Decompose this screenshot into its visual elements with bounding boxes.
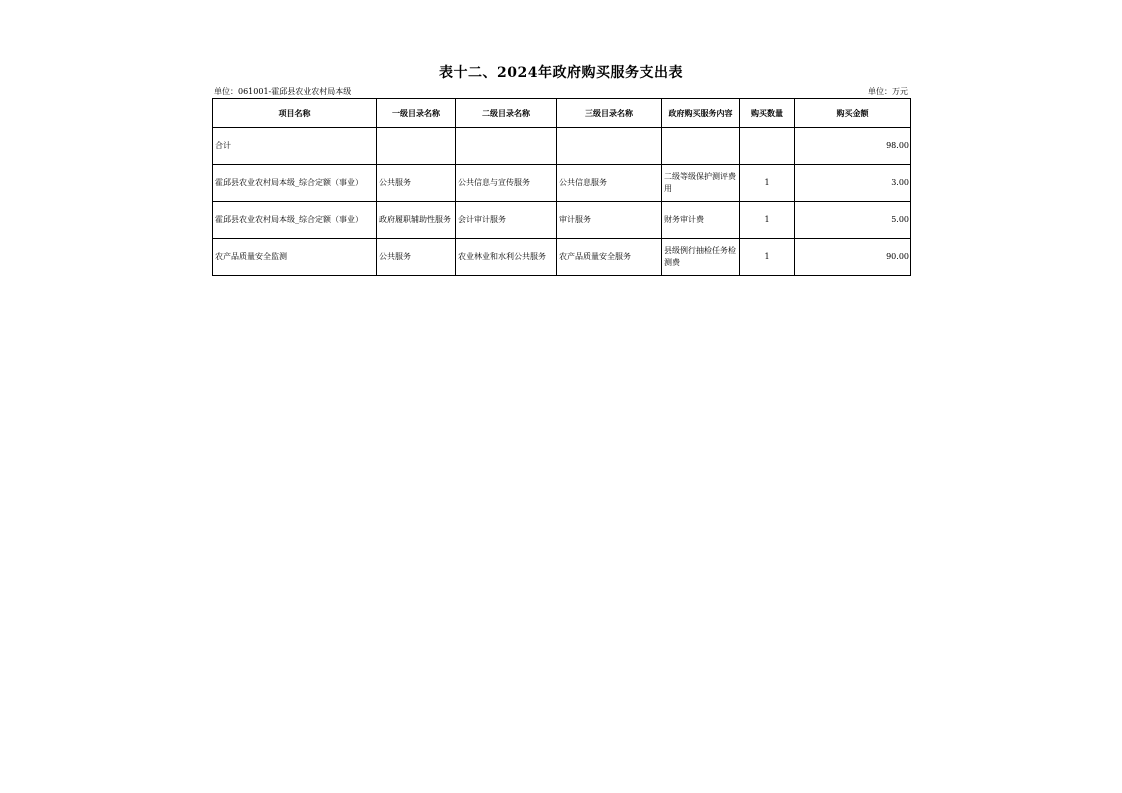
cell-level1-catalog: 公共服务: [377, 165, 456, 202]
cell-quantity: [740, 128, 795, 165]
cell-service-content: 县级例行抽检任务检测费: [662, 239, 740, 276]
cell-quantity: 1: [740, 165, 795, 202]
header-service-content: 政府购买服务内容: [662, 99, 740, 128]
cell-amount: 3.00: [795, 165, 911, 202]
cell-level2-catalog: 公共信息与宣传服务: [456, 165, 557, 202]
cell-level3-catalog: [557, 128, 662, 165]
header-level2-catalog: 二级目录名称: [456, 99, 557, 128]
header-level1-catalog: 一级目录名称: [377, 99, 456, 128]
cell-level2-catalog: [456, 128, 557, 165]
table-row: [213, 165, 911, 202]
cell-project-name: 合计: [213, 128, 377, 165]
cell-service-content: 财务审计费: [662, 202, 740, 239]
cell-service-content: 二级等级保护测评费用: [662, 165, 740, 202]
cell-project-name: 农产品质量安全监测: [213, 239, 377, 276]
cell-level2-catalog: 农业林业和水利公共服务: [456, 239, 557, 276]
cell-level3-catalog: 公共信息服务: [557, 165, 662, 202]
cell-amount: 90.00: [795, 239, 911, 276]
page-title: 表十二、2024年政府购买服务支出表: [439, 65, 683, 81]
cell-level2-catalog: 会计审计服务: [456, 202, 557, 239]
unit-organization-label: 单位：061001-霍邱县农业农村局本级: [214, 87, 352, 96]
cell-service-content: [662, 128, 740, 165]
cell-level1-catalog: [377, 128, 456, 165]
purchase-services-table: [212, 98, 911, 276]
header-project-name: 项目名称: [213, 99, 377, 128]
table-header-row: [213, 99, 911, 128]
cell-quantity: 1: [740, 202, 795, 239]
table-row: [213, 202, 911, 239]
cell-level3-catalog: 农产品质量安全服务: [557, 239, 662, 276]
cell-project-name: 霍邱县农业农村局本级_综合定额（事业）: [213, 202, 377, 239]
cell-level1-catalog: 政府履职辅助性服务: [377, 202, 456, 239]
table-row: [213, 239, 911, 276]
cell-project-name: 霍邱县农业农村局本级_综合定额（事业）: [213, 165, 377, 202]
cell-level1-catalog: 公共服务: [377, 239, 456, 276]
cell-level3-catalog: 审计服务: [557, 202, 662, 239]
header-level3-catalog: 三级目录名称: [557, 99, 662, 128]
cell-quantity: 1: [740, 239, 795, 276]
cell-amount: 5.00: [795, 202, 911, 239]
unit-currency-label: 单位：万元: [868, 87, 908, 96]
header-amount: 购买金额: [795, 99, 911, 128]
cell-amount: 98.00: [795, 128, 911, 165]
header-quantity: 购买数量: [740, 99, 795, 128]
table-row-total: [213, 128, 911, 165]
